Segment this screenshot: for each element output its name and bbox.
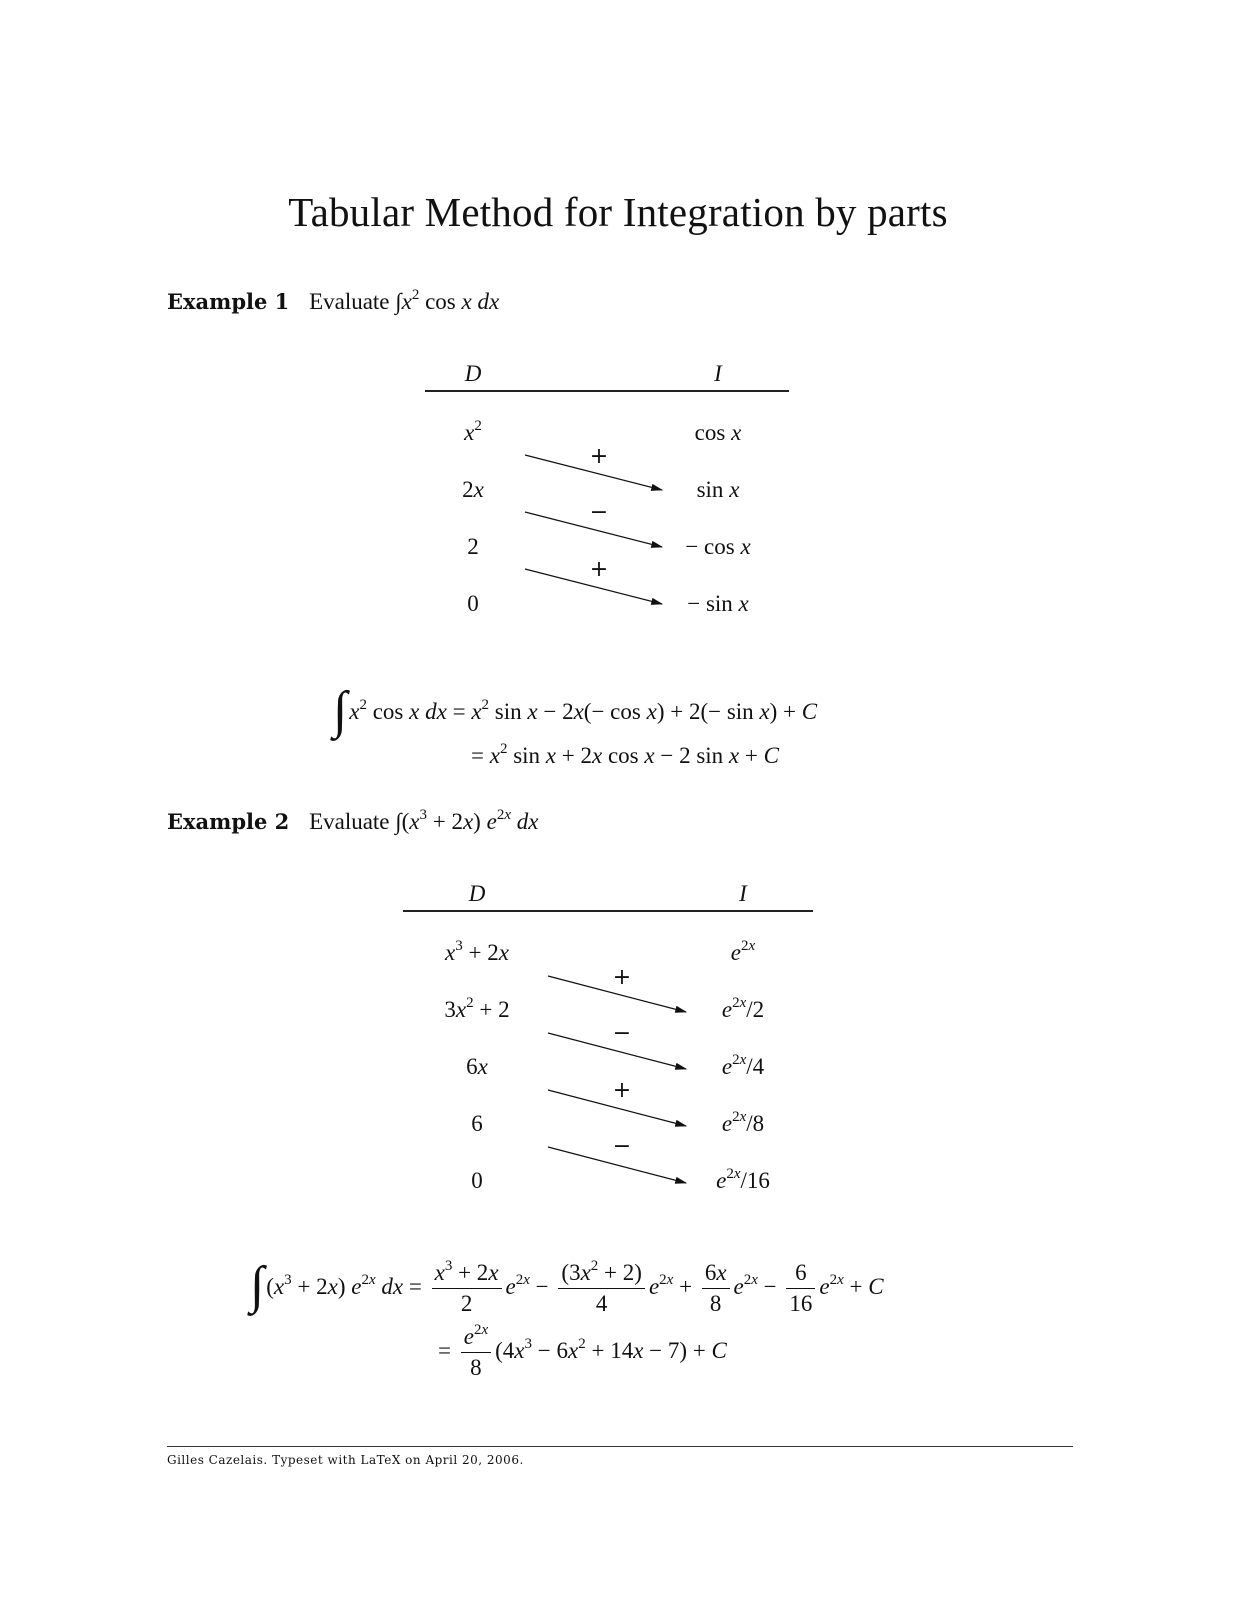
example-2-label: Example 2	[167, 809, 290, 834]
example-1-integral: $\int x^2$ cos x dx	[395, 287, 500, 314]
example-1-sign: +	[589, 557, 609, 582]
example-1-i-cell: sin x	[696, 477, 740, 502]
example-2-i-cell: $e^{2x}$	[730, 938, 756, 965]
example-2-i-cell: $e^{2x}/2$	[721, 995, 765, 1022]
example-1-i-cell: − sin x	[687, 591, 749, 616]
example-1-arrow	[525, 455, 662, 490]
example-1-d-cell: 2x	[462, 477, 484, 502]
example-2-d-cell: 0	[471, 1168, 483, 1193]
example-1-d-cell: 2	[467, 534, 479, 559]
fraction: $\frac{(3x^2 + 2)}{4}$	[558, 1258, 645, 1319]
example-1-col-i: I	[714, 361, 722, 386]
footer-rule	[167, 1446, 1073, 1447]
example-2-sign: +	[612, 965, 632, 990]
example-2-sign: −	[612, 1021, 632, 1046]
example-2-d-cell: 6x	[466, 1054, 488, 1079]
footer	[167, 1453, 524, 1467]
example-2-sign: +	[612, 1078, 632, 1103]
example-1-arrow	[525, 569, 662, 604]
fraction: $\frac{6}{16}$	[786, 1258, 815, 1319]
example-2-d-cell: $3x^2 + 2$	[444, 995, 510, 1022]
example-1-col-d: D	[464, 361, 482, 386]
example-2-integral: $\int(x^3 + 2x)$ $e^{2x}$ dx	[395, 807, 539, 834]
page-title: Tabular Method for Integration by parts	[288, 189, 948, 235]
fraction: $\frac{e^{2x}}{8}$	[461, 1322, 491, 1383]
footer-typeset: Typeset with LaTeX on April 20, 2006.	[272, 1453, 524, 1467]
footer-author: Gilles Cazelais.	[167, 1453, 268, 1467]
example-1-d-cell: $x^2$	[464, 418, 482, 445]
example-2-col-d: D	[468, 881, 486, 906]
example-2-heading	[167, 809, 538, 835]
example-1-d-cell: 0	[467, 591, 479, 616]
example-2-result-line-2: = $\frac{e^{2x}}{8}$ $(4x^3 - 6x^2 + 14x - 7) + C$	[438, 1322, 727, 1383]
example-2-result-line-1: $\int(x^3 + 2x)$ $e^{2x}$ dx = $\frac{x^3 + 2x}{2}$ $e^{2x}$ − $\frac{(3x^2 + 2)}{4}$ $e^{2x}$ + $\frac{6x}{8}$ $e^{2x}$ − $\frac{6}{16}$ $e^{2x} + C$	[250, 1258, 884, 1319]
example-2-col-i: I	[739, 881, 747, 906]
example-1-arrow	[525, 512, 662, 547]
example-1-result-line-2: = $x^2$ sin x + 2x cos x − 2 sin x + C	[471, 741, 779, 768]
example-2-prompt: Evaluate	[309, 809, 390, 834]
example-2-d-cell: 6	[471, 1111, 483, 1136]
example-1-label: Example 1	[167, 289, 290, 314]
example-1-i-cell: cos x	[694, 420, 742, 445]
example-1-i-cell: − cos x	[685, 534, 751, 559]
example-2-d-cell: $x^3 + 2x$	[445, 938, 509, 965]
fraction: $\frac{x^3 + 2x}{2}$	[432, 1258, 502, 1319]
fraction: $\frac{6x}{8}$	[702, 1258, 730, 1319]
example-1-result-line-1: $\int x^2$ cos x dx = $x^2$ sin x − 2x(− cos x) + 2(− sin x) + C	[333, 682, 818, 739]
example-2-header-rule	[403, 910, 813, 912]
example-2-sign: −	[612, 1134, 632, 1159]
example-2-i-cell: $e^{2x}/8$	[721, 1109, 765, 1136]
example-2-i-cell: $e^{2x}/16$	[716, 1166, 770, 1193]
example-1-sign: +	[589, 444, 609, 469]
example-1-sign: −	[589, 500, 609, 525]
example-1-prompt: Evaluate	[309, 289, 390, 314]
example-2-i-cell: $e^{2x}/4$	[721, 1052, 765, 1079]
